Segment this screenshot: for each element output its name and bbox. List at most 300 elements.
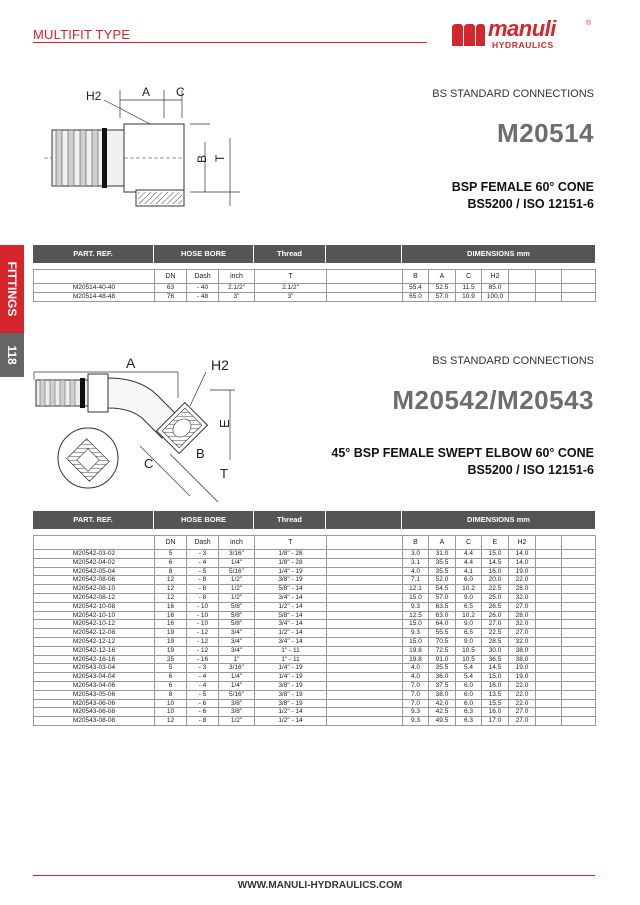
table-cell: 19.0 [509,673,536,682]
table-cell: - 48 [187,292,219,301]
part-ref-cell: M20542-10-08 [34,602,155,611]
table-cell: 10.2 [456,611,482,620]
table-cell: 6 [155,558,187,567]
table-cell: 6.3 [456,708,482,717]
table-cell [536,284,562,293]
table-subheader-row [34,536,596,550]
table-cell [536,550,562,559]
part-ref-cell: M20542-05-04 [34,567,155,576]
table-cell: 65.0 [403,292,429,301]
table-cell [562,629,596,638]
table-cell [327,637,403,646]
col-dimensions: DIMENSIONS mm [467,249,530,258]
table-cell: - 4 [187,681,219,690]
table-cell: 22.0 [509,699,536,708]
table-cell: 2.1/2" [219,284,255,293]
table-cell: 14.0 [509,558,536,567]
table-cell: 9.3 [403,629,429,638]
table-row [34,292,596,301]
table-cell: 1/4" [219,558,255,567]
table-cell [536,292,562,301]
table-subheader-cell: H2 [509,536,536,550]
table-subheader-cell: B [403,270,429,284]
table-cell: 10.5 [456,655,482,664]
table-cell [536,585,562,594]
table-cell: 9.0 [456,593,482,602]
table-subheader-cell: C [456,270,482,284]
drawing-label-b: B [195,154,209,163]
table-cell: 32.0 [509,637,536,646]
table-cell: - 40 [187,284,219,293]
section1-standard: BS STANDARD CONNECTIONS [432,88,594,100]
side-tab [0,245,24,377]
drawing-label-c: C [176,85,185,99]
table-cell: 5/8" [219,602,255,611]
manuli-logo [450,16,600,52]
table-cell: 57.0 [429,593,456,602]
table-cell: 70.5 [429,637,456,646]
table-cell: 12.1 [403,585,429,594]
page-number: 118 [5,345,19,365]
drawing-label-a: A [126,355,136,371]
table-cell: 4.4 [456,558,482,567]
table-cell: 6 [155,681,187,690]
table-cell [327,655,403,664]
table-cell: 22.5 [482,585,509,594]
table-cell: 3/8" - 19 [255,699,327,708]
table-cell: - 16 [187,655,219,664]
table-cell: 10.9 [456,292,482,301]
table-cell: 16.0 [482,708,509,717]
part-ref-cell: M20514-40-40 [34,284,155,293]
table-cell: 9.0 [456,620,482,629]
table-subheader-cell [34,536,155,550]
table-cell [327,611,403,620]
table-row [34,602,596,611]
table-cell: 91.0 [429,655,456,664]
table-cell: 28.0 [509,585,536,594]
part-ref-cell: M20542-12-08 [34,629,155,638]
table-cell: 64.0 [429,620,456,629]
table-row [34,576,596,585]
table-cell: 3/8" [219,708,255,717]
table-row [34,558,596,567]
table-cell [536,602,562,611]
drawing-label-t: T [213,154,227,162]
table-cell: 1" [219,655,255,664]
table-cell [536,681,562,690]
table-cell [327,708,403,717]
table-cell: 4.0 [403,664,429,673]
table-cell: 28.5 [482,637,509,646]
table-cell: 1/8" - 28 [255,558,327,567]
part-ref-cell: M20543-04-04 [34,673,155,682]
table-cell [562,576,596,585]
table-cell [536,593,562,602]
table-cell: 54.5 [429,585,456,594]
table-cell: 52.0 [429,576,456,585]
table-cell: 27.0 [509,717,536,726]
table-cell [327,664,403,673]
table-cell: 1/4" [219,673,255,682]
table-cell: 9.3 [403,602,429,611]
table-subheader-cell: DN [155,270,187,284]
table-cell: 3/4" - 14 [255,593,327,602]
table-cell: 20.0 [482,576,509,585]
table-cell [327,673,403,682]
table-cell [562,699,596,708]
table-cell: 5.4 [456,673,482,682]
table-cell: 3" [219,292,255,301]
drawing-label-a: A [142,85,151,99]
table-cell: 1/2" - 14 [255,708,327,717]
table-cell [562,655,596,664]
table-cell: 25.0 [482,593,509,602]
table-cell [327,717,403,726]
section1-desc-line2: BS5200 / ISO 12151-6 [467,197,594,211]
table-cell: 3/4" [219,646,255,655]
table-row [34,611,596,620]
table-cell: 36.5 [482,655,509,664]
section2-standard: BS STANDARD CONNECTIONS [432,355,594,367]
table-cell: 10.5 [456,646,482,655]
table-cell: - 6 [187,699,219,708]
table-row [34,646,596,655]
table-cell [562,602,596,611]
part-ref-cell: M20542-10-12 [34,620,155,629]
table-cell: 2.1/2" [255,284,327,293]
table-cell: 12 [155,576,187,585]
table-cell: 10 [155,708,187,717]
drawing-label-h2: H2 [211,357,229,373]
section2-desc-line2: BS5200 / ISO 12151-6 [467,463,594,477]
table-cell [536,646,562,655]
part-ref-cell: M20543-08-08 [34,717,155,726]
table-cell: 6.5 [456,602,482,611]
table-cell: 14.5 [482,558,509,567]
part-ref-cell: M20542-04-02 [34,558,155,567]
table-cell: 27.0 [509,602,536,611]
table-cell: 10.2 [456,585,482,594]
table-cell [536,690,562,699]
table-cell: 3/8" [219,699,255,708]
table-row [34,699,596,708]
col-part-ref: PART. REF. [33,511,154,529]
table-cell: 9.3 [403,708,429,717]
table-cell [327,284,403,293]
table-cell [562,558,596,567]
table-cell: - 8 [187,576,219,585]
table-cell: 12 [155,593,187,602]
table-cell [327,567,403,576]
table-cell: 1/2" [219,576,255,585]
table-cell: 3/8" - 19 [255,576,327,585]
col-hose-bore: HOSE BORE [154,511,254,529]
table-cell [562,664,596,673]
table-cell: 1/2" [219,717,255,726]
table-cell [327,699,403,708]
table-cell: 17.0 [482,717,509,726]
table-cell: 4.1 [456,567,482,576]
table-cell: 1/2" - 14 [255,629,327,638]
table-subheader-cell: H2 [482,270,509,284]
table-cell: 19.8 [403,655,429,664]
table-cell: 55.4 [403,284,429,293]
col-hose-bore: HOSE BORE [154,245,254,263]
part-ref-cell: M20542-10-10 [34,611,155,620]
table-cell [536,576,562,585]
table-cell [327,620,403,629]
table-cell: 6.3 [456,717,482,726]
drawing-label-c: C [144,456,154,471]
col-part-ref: PART. REF. [33,245,154,263]
table-cell: 19.0 [509,664,536,673]
table-cell: 16 [155,620,187,629]
table-cell: 1/2" - 14 [255,717,327,726]
drawing-label-h2: H2 [86,89,102,103]
table-cell: 5/8" - 14 [255,585,327,594]
table-cell: 22.0 [509,681,536,690]
part-ref-cell: M20543-06-06 [34,699,155,708]
table-cell [562,567,596,576]
table-cell [327,602,403,611]
table-cell: 3/4" [219,637,255,646]
table-cell: 15.5 [482,699,509,708]
table-cell: - 10 [187,620,219,629]
col-thread: Thread [254,511,326,529]
table-cell [536,637,562,646]
table-row [34,593,596,602]
table-subheader-cell [509,270,536,284]
table-cell [562,550,596,559]
table-cell: 22.0 [509,576,536,585]
table-subheader-cell [562,536,596,550]
table-row [34,284,596,293]
table-cell: 5/8" - 14 [255,611,327,620]
table-cell: 7.0 [403,681,429,690]
table-cell: - 4 [187,558,219,567]
table-subheader-cell [562,270,596,284]
col-blank [326,245,402,263]
table-row [34,681,596,690]
table-cell [536,699,562,708]
table-cell: - 12 [187,629,219,638]
table-cell [509,284,536,293]
table-cell [562,690,596,699]
table-cell: 15.0 [482,550,509,559]
table-cell: 5/16" [219,690,255,699]
table-cell: 1/4" - 19 [255,567,327,576]
fitting-drawing-m20542 [30,350,260,510]
table-cell: 22.0 [509,690,536,699]
table-cell: 7.0 [403,699,429,708]
table-cell: 3/4" - 14 [255,620,327,629]
table-cell: 14.0 [509,550,536,559]
table-cell: 11.5 [456,284,482,293]
table-cell: 63.5 [429,602,456,611]
table-cell: 6.0 [456,576,482,585]
table-cell: 6.0 [456,681,482,690]
table-cell: 4.0 [403,673,429,682]
table-subheader-cell: A [429,536,456,550]
table-cell: 63 [155,284,187,293]
side-tab-page [0,333,24,377]
table-cell: 3.0 [403,550,429,559]
table-cell: - 4 [187,673,219,682]
table-cell [562,637,596,646]
drawing-label-b: B [196,446,205,461]
table-cell: - 8 [187,593,219,602]
table-cell: 55.5 [429,629,456,638]
table-subheader-cell [327,270,403,284]
table-cell: 27.0 [509,629,536,638]
table-cell: 8 [155,690,187,699]
table-cell: 3/4" - 14 [255,637,327,646]
table-cell [536,629,562,638]
logo-registered-mark: ® [586,20,592,27]
part-ref-cell: M20543-06-08 [34,708,155,717]
table-cell: 12.5 [403,611,429,620]
table-cell: 63.0 [429,611,456,620]
table-cell: 19.8 [403,646,429,655]
table-cell: - 3 [187,550,219,559]
table-cell: 26.0 [482,611,509,620]
table-cell [562,284,596,293]
table-cell: 1/4" - 19 [255,673,327,682]
table-cell: - 5 [187,567,219,576]
table-subheader-cell [536,270,562,284]
table-cell: 57.0 [429,292,456,301]
table-cell [562,611,596,620]
table-cell [562,620,596,629]
part-ref-cell: M20543-03-04 [34,664,155,673]
table-cell: 38.0 [509,646,536,655]
table-cell [536,655,562,664]
table-cell [536,620,562,629]
table-cell: 16.0 [482,567,509,576]
table-cell: 15.0 [482,673,509,682]
table-cell: 42.0 [429,699,456,708]
table-cell: 32.0 [509,620,536,629]
table-cell [327,646,403,655]
table-cell: - 6 [187,708,219,717]
table-row [34,664,596,673]
part-ref-cell: M20543-04-06 [34,681,155,690]
footer-url[interactable]: WWW.MANULI-HYDRAULICS.COM [237,880,403,891]
table-cell [536,673,562,682]
table-cell: 10 [155,699,187,708]
table-cell: 38.0 [429,690,456,699]
table-cell: - 12 [187,646,219,655]
table-cell: 27.0 [509,708,536,717]
table-cell [562,292,596,301]
table-cell [536,558,562,567]
logo-wordmark: manuli [488,16,556,41]
table-cell: 19 [155,646,187,655]
table-cell: 5.4 [456,664,482,673]
table-cell: 3" [255,292,327,301]
table-cell: 72.5 [429,646,456,655]
table-subheader-cell [536,536,562,550]
table-cell: 38.0 [509,655,536,664]
table-cell: 85.0 [482,284,509,293]
table-cell: 1" - 11 [255,646,327,655]
table-subheader-cell: A [429,270,456,284]
table-cell [562,681,596,690]
table-cell: 5 [155,550,187,559]
table-row [34,708,596,717]
table-cell: 13.5 [482,690,509,699]
table-cell: 3/8" - 19 [255,681,327,690]
table-cell [327,585,403,594]
table-cell: 8 [155,567,187,576]
table-cell: 1/2" - 14 [255,602,327,611]
table-cell: 1/4" - 19 [255,664,327,673]
table-cell: 6.5 [456,629,482,638]
table-cell: 25 [155,655,187,664]
section1-table [33,269,596,302]
part-ref-cell: M20542-08-10 [34,585,155,594]
table-cell: 4.4 [456,550,482,559]
table-cell [562,708,596,717]
part-ref-cell: M20542-16-16 [34,655,155,664]
table-cell: 26.5 [482,602,509,611]
table-cell: 7.0 [403,690,429,699]
table-cell: 15.0 [403,620,429,629]
page-title: MULTIFIT TYPE [33,27,131,42]
table-cell: - 3 [187,664,219,673]
table-cell: 6.0 [456,690,482,699]
table-subheader-row [34,270,596,284]
table-cell [536,567,562,576]
table-cell: - 5 [187,690,219,699]
table-subheader-cell: T [255,270,327,284]
table-cell: 5/8" [219,611,255,620]
logo-subtitle: HYDRAULICS [492,40,554,50]
table-cell: 35.5 [429,567,456,576]
table-cell [327,576,403,585]
table-subheader-cell: C [456,536,482,550]
table-cell: 35.5 [429,664,456,673]
section2-code: M20542/M20543 [392,385,594,415]
table-cell: 27.0 [482,620,509,629]
table-cell: 1/8" - 28 [255,550,327,559]
section2-table-header [33,511,595,529]
table-cell: 1/2" [219,585,255,594]
table-cell: 9.0 [456,637,482,646]
table-cell: 9.3 [403,717,429,726]
table-cell: 3.1 [403,558,429,567]
table-cell: 3/16" [219,664,255,673]
table-cell [536,611,562,620]
table-cell [536,708,562,717]
table-cell: 3/16" [219,550,255,559]
table-subheader-cell [34,270,155,284]
table-cell: 4.0 [403,567,429,576]
table-cell: 42.5 [429,708,456,717]
table-row [34,655,596,664]
table-cell: - 12 [187,637,219,646]
drawing-label-e: E [217,419,232,428]
part-ref-cell: M20542-03-02 [34,550,155,559]
table-cell: 5 [155,664,187,673]
part-ref-cell: M20542-12-12 [34,637,155,646]
part-ref-cell: M20542-08-06 [34,576,155,585]
table-cell: 100.0 [482,292,509,301]
table-cell: 31.0 [429,550,456,559]
drawing-label-t: T [220,466,228,481]
table-cell: 28.0 [509,611,536,620]
